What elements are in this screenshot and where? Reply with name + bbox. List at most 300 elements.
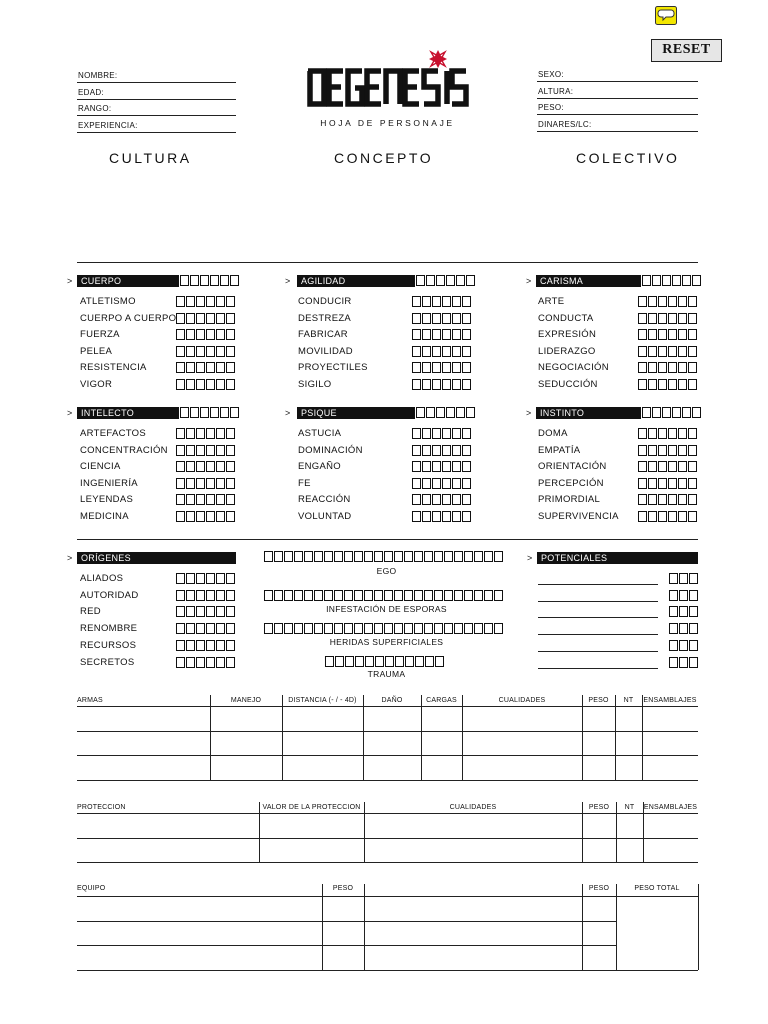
dot-box[interactable]: [688, 329, 697, 340]
dot-box[interactable]: [354, 551, 363, 562]
dot-box[interactable]: [216, 296, 225, 307]
dot-box[interactable]: [494, 551, 503, 562]
dot-box[interactable]: [186, 573, 195, 584]
dot-box[interactable]: [186, 657, 195, 668]
dot-box[interactable]: [176, 445, 185, 456]
dot-box[interactable]: [638, 296, 647, 307]
dot-box[interactable]: [206, 428, 215, 439]
dot-box[interactable]: [412, 313, 421, 324]
dot-box[interactable]: [186, 329, 195, 340]
dot-box[interactable]: [186, 461, 195, 472]
dot-box[interactable]: [364, 590, 373, 601]
dot-box[interactable]: [416, 275, 425, 286]
dot-box[interactable]: [422, 296, 431, 307]
dot-box[interactable]: [456, 275, 465, 286]
dot-box[interactable]: [669, 573, 678, 584]
dot-box[interactable]: [452, 329, 461, 340]
dot-box[interactable]: [216, 478, 225, 489]
dot-box[interactable]: [462, 511, 471, 522]
dot-box[interactable]: [442, 494, 451, 505]
dot-box[interactable]: [689, 606, 698, 617]
dot-box[interactable]: [432, 379, 441, 390]
dot-box[interactable]: [648, 379, 657, 390]
dot-box[interactable]: [422, 428, 431, 439]
dot-box[interactable]: [210, 275, 219, 286]
dot-box[interactable]: [384, 590, 393, 601]
dot-box[interactable]: [432, 329, 441, 340]
dot-box[interactable]: [186, 590, 195, 601]
dot-box[interactable]: [206, 640, 215, 651]
dot-box[interactable]: [474, 590, 483, 601]
dot-box[interactable]: [432, 478, 441, 489]
dot-box[interactable]: [216, 346, 225, 357]
dot-box[interactable]: [196, 296, 205, 307]
dot-box[interactable]: [344, 551, 353, 562]
dot-box[interactable]: [668, 478, 677, 489]
dot-box[interactable]: [462, 445, 471, 456]
dot-box[interactable]: [678, 461, 687, 472]
dot-box[interactable]: [424, 623, 433, 634]
dot-box[interactable]: [226, 379, 235, 390]
dot-box[interactable]: [294, 590, 303, 601]
dot-box[interactable]: [412, 296, 421, 307]
potential-field[interactable]: [538, 651, 658, 652]
dot-box[interactable]: [689, 573, 698, 584]
dot-box[interactable]: [444, 551, 453, 562]
dot-box[interactable]: [682, 407, 691, 418]
dot-box[interactable]: [648, 461, 657, 472]
dot-box[interactable]: [434, 623, 443, 634]
dot-box[interactable]: [638, 494, 647, 505]
dot-box[interactable]: [669, 590, 678, 601]
dot-box[interactable]: [216, 657, 225, 668]
dot-box[interactable]: [196, 590, 205, 601]
dot-box[interactable]: [365, 656, 374, 667]
dot-box[interactable]: [456, 407, 465, 418]
dot-box[interactable]: [688, 346, 697, 357]
dot-box[interactable]: [176, 362, 185, 373]
potential-field[interactable]: [538, 617, 658, 618]
dot-box[interactable]: [692, 407, 701, 418]
dot-box[interactable]: [442, 428, 451, 439]
dot-box[interactable]: [452, 445, 461, 456]
dot-box[interactable]: [176, 494, 185, 505]
dot-box[interactable]: [196, 511, 205, 522]
dot-box[interactable]: [220, 275, 229, 286]
dot-box[interactable]: [206, 296, 215, 307]
dot-box[interactable]: [474, 551, 483, 562]
dot-box[interactable]: [216, 590, 225, 601]
dot-box[interactable]: [394, 623, 403, 634]
dot-box[interactable]: [226, 445, 235, 456]
dot-box[interactable]: [689, 640, 698, 651]
dot-box[interactable]: [678, 329, 687, 340]
dot-box[interactable]: [186, 313, 195, 324]
dot-box[interactable]: [436, 407, 445, 418]
dot-box[interactable]: [226, 640, 235, 651]
dot-box[interactable]: [304, 590, 313, 601]
dot-box[interactable]: [442, 329, 451, 340]
dot-box[interactable]: [422, 329, 431, 340]
dot-box[interactable]: [206, 461, 215, 472]
dot-box[interactable]: [384, 623, 393, 634]
dot-box[interactable]: [678, 346, 687, 357]
dot-box[interactable]: [176, 623, 185, 634]
dot-box[interactable]: [414, 623, 423, 634]
dot-box[interactable]: [354, 623, 363, 634]
dot-box[interactable]: [464, 590, 473, 601]
dot-box[interactable]: [176, 590, 185, 601]
age-field[interactable]: [77, 85, 236, 100]
dot-box[interactable]: [432, 428, 441, 439]
potential-field[interactable]: [538, 668, 658, 669]
dot-box[interactable]: [432, 346, 441, 357]
dot-box[interactable]: [374, 623, 383, 634]
dot-box[interactable]: [668, 461, 677, 472]
dot-box[interactable]: [200, 275, 209, 286]
dot-box[interactable]: [325, 656, 334, 667]
dot-box[interactable]: [678, 313, 687, 324]
dot-box[interactable]: [662, 275, 671, 286]
dot-box[interactable]: [452, 313, 461, 324]
dot-box[interactable]: [404, 590, 413, 601]
dot-box[interactable]: [454, 623, 463, 634]
dot-box[interactable]: [442, 445, 451, 456]
dot-box[interactable]: [464, 551, 473, 562]
potential-field[interactable]: [538, 584, 658, 585]
dot-box[interactable]: [395, 656, 404, 667]
dot-box[interactable]: [452, 379, 461, 390]
dot-box[interactable]: [226, 428, 235, 439]
dot-box[interactable]: [679, 623, 688, 634]
dot-box[interactable]: [196, 346, 205, 357]
dot-box[interactable]: [452, 362, 461, 373]
dot-box[interactable]: [688, 362, 697, 373]
dot-box[interactable]: [462, 494, 471, 505]
dot-box[interactable]: [462, 362, 471, 373]
dot-box[interactable]: [452, 346, 461, 357]
dinares-field[interactable]: [537, 117, 698, 132]
dot-box[interactable]: [648, 494, 657, 505]
dot-box[interactable]: [672, 407, 681, 418]
dot-box[interactable]: [424, 551, 433, 562]
dot-box[interactable]: [692, 275, 701, 286]
dot-box[interactable]: [176, 461, 185, 472]
dot-box[interactable]: [324, 551, 333, 562]
dot-box[interactable]: [435, 656, 444, 667]
dot-box[interactable]: [662, 407, 671, 418]
dot-box[interactable]: [679, 573, 688, 584]
dot-box[interactable]: [216, 511, 225, 522]
dot-box[interactable]: [364, 623, 373, 634]
dot-box[interactable]: [688, 478, 697, 489]
dot-box[interactable]: [176, 346, 185, 357]
dot-box[interactable]: [226, 346, 235, 357]
dot-box[interactable]: [688, 494, 697, 505]
dot-box[interactable]: [648, 428, 657, 439]
dot-box[interactable]: [412, 428, 421, 439]
dot-box[interactable]: [405, 656, 414, 667]
dot-box[interactable]: [442, 478, 451, 489]
dot-box[interactable]: [678, 379, 687, 390]
dot-box[interactable]: [432, 296, 441, 307]
dot-box[interactable]: [414, 551, 423, 562]
dot-box[interactable]: [648, 362, 657, 373]
dot-box[interactable]: [412, 494, 421, 505]
dot-box[interactable]: [416, 407, 425, 418]
dot-box[interactable]: [196, 573, 205, 584]
dot-box[interactable]: [196, 657, 205, 668]
dot-box[interactable]: [669, 640, 678, 651]
dot-box[interactable]: [464, 623, 473, 634]
dot-box[interactable]: [658, 329, 667, 340]
dot-box[interactable]: [186, 428, 195, 439]
dot-box[interactable]: [668, 362, 677, 373]
dot-box[interactable]: [314, 551, 323, 562]
dot-box[interactable]: [668, 329, 677, 340]
dot-box[interactable]: [658, 313, 667, 324]
dot-box[interactable]: [668, 445, 677, 456]
dot-box[interactable]: [444, 623, 453, 634]
dot-box[interactable]: [384, 551, 393, 562]
dot-box[interactable]: [432, 313, 441, 324]
dot-box[interactable]: [432, 461, 441, 472]
dot-box[interactable]: [220, 407, 229, 418]
dot-box[interactable]: [422, 346, 431, 357]
dot-box[interactable]: [494, 623, 503, 634]
dot-box[interactable]: [658, 346, 667, 357]
dot-box[interactable]: [206, 313, 215, 324]
dot-box[interactable]: [196, 623, 205, 634]
dot-box[interactable]: [679, 606, 688, 617]
dot-box[interactable]: [658, 379, 667, 390]
dot-box[interactable]: [274, 590, 283, 601]
dot-box[interactable]: [206, 362, 215, 373]
dot-box[interactable]: [216, 329, 225, 340]
dot-box[interactable]: [375, 656, 384, 667]
dot-box[interactable]: [658, 494, 667, 505]
dot-box[interactable]: [206, 329, 215, 340]
dot-box[interactable]: [374, 551, 383, 562]
dot-box[interactable]: [648, 313, 657, 324]
dot-box[interactable]: [284, 551, 293, 562]
dot-box[interactable]: [658, 362, 667, 373]
dot-box[interactable]: [412, 329, 421, 340]
dot-box[interactable]: [678, 296, 687, 307]
dot-box[interactable]: [638, 346, 647, 357]
dot-box[interactable]: [176, 313, 185, 324]
dot-box[interactable]: [216, 573, 225, 584]
dot-box[interactable]: [466, 275, 475, 286]
dot-box[interactable]: [658, 478, 667, 489]
dot-box[interactable]: [432, 362, 441, 373]
dot-box[interactable]: [422, 511, 431, 522]
dot-box[interactable]: [452, 494, 461, 505]
dot-box[interactable]: [186, 346, 195, 357]
dot-box[interactable]: [186, 296, 195, 307]
dot-box[interactable]: [678, 428, 687, 439]
dot-box[interactable]: [679, 590, 688, 601]
dot-box[interactable]: [226, 623, 235, 634]
dot-box[interactable]: [688, 428, 697, 439]
dot-box[interactable]: [452, 428, 461, 439]
dot-box[interactable]: [334, 590, 343, 601]
dot-box[interactable]: [638, 511, 647, 522]
dot-box[interactable]: [206, 623, 215, 634]
dot-box[interactable]: [345, 656, 354, 667]
dot-box[interactable]: [394, 551, 403, 562]
dot-box[interactable]: [216, 623, 225, 634]
dot-box[interactable]: [658, 428, 667, 439]
dot-box[interactable]: [186, 445, 195, 456]
dot-box[interactable]: [404, 551, 413, 562]
dot-box[interactable]: [462, 478, 471, 489]
dot-box[interactable]: [264, 590, 273, 601]
dot-box[interactable]: [679, 640, 688, 651]
potential-field[interactable]: [538, 634, 658, 635]
dot-box[interactable]: [442, 461, 451, 472]
dot-box[interactable]: [190, 407, 199, 418]
dot-box[interactable]: [226, 606, 235, 617]
dot-box[interactable]: [484, 590, 493, 601]
dot-box[interactable]: [658, 461, 667, 472]
dot-box[interactable]: [689, 623, 698, 634]
dot-box[interactable]: [658, 445, 667, 456]
dot-box[interactable]: [638, 362, 647, 373]
dot-box[interactable]: [668, 346, 677, 357]
dot-box[interactable]: [414, 590, 423, 601]
dot-box[interactable]: [186, 494, 195, 505]
dot-box[interactable]: [462, 313, 471, 324]
dot-box[interactable]: [314, 590, 323, 601]
dot-box[interactable]: [446, 407, 455, 418]
dot-box[interactable]: [452, 478, 461, 489]
dot-box[interactable]: [196, 362, 205, 373]
dot-box[interactable]: [206, 511, 215, 522]
dot-box[interactable]: [442, 362, 451, 373]
dot-box[interactable]: [216, 461, 225, 472]
dot-box[interactable]: [426, 407, 435, 418]
dot-box[interactable]: [226, 494, 235, 505]
reset-button[interactable]: RESET: [651, 39, 722, 62]
dot-box[interactable]: [688, 296, 697, 307]
dot-box[interactable]: [432, 511, 441, 522]
dot-box[interactable]: [180, 407, 189, 418]
dot-box[interactable]: [432, 445, 441, 456]
dot-box[interactable]: [226, 296, 235, 307]
dot-box[interactable]: [446, 275, 455, 286]
dot-box[interactable]: [412, 511, 421, 522]
dot-box[interactable]: [226, 573, 235, 584]
dot-box[interactable]: [176, 296, 185, 307]
dot-box[interactable]: [642, 407, 651, 418]
dot-box[interactable]: [648, 346, 657, 357]
dot-box[interactable]: [668, 511, 677, 522]
dot-box[interactable]: [648, 329, 657, 340]
dot-box[interactable]: [442, 379, 451, 390]
dot-box[interactable]: [206, 379, 215, 390]
dot-box[interactable]: [226, 590, 235, 601]
sex-field[interactable]: [537, 67, 698, 82]
dot-box[interactable]: [196, 428, 205, 439]
dot-box[interactable]: [176, 657, 185, 668]
dot-box[interactable]: [196, 379, 205, 390]
dot-box[interactable]: [648, 445, 657, 456]
dot-box[interactable]: [206, 346, 215, 357]
dot-box[interactable]: [335, 656, 344, 667]
dot-box[interactable]: [668, 313, 677, 324]
dot-box[interactable]: [658, 511, 667, 522]
dot-box[interactable]: [648, 511, 657, 522]
dot-box[interactable]: [682, 275, 691, 286]
dot-box[interactable]: [412, 362, 421, 373]
dot-box[interactable]: [186, 623, 195, 634]
dot-box[interactable]: [216, 428, 225, 439]
dot-box[interactable]: [200, 407, 209, 418]
dot-box[interactable]: [176, 573, 185, 584]
dot-box[interactable]: [216, 494, 225, 505]
dot-box[interactable]: [452, 511, 461, 522]
dot-box[interactable]: [484, 623, 493, 634]
dot-box[interactable]: [452, 461, 461, 472]
dot-box[interactable]: [412, 478, 421, 489]
dot-box[interactable]: [444, 590, 453, 601]
dot-box[interactable]: [689, 590, 698, 601]
dot-box[interactable]: [688, 313, 697, 324]
dot-box[interactable]: [196, 313, 205, 324]
dot-box[interactable]: [638, 461, 647, 472]
dot-box[interactable]: [226, 362, 235, 373]
dot-box[interactable]: [422, 313, 431, 324]
dot-box[interactable]: [176, 329, 185, 340]
dot-box[interactable]: [638, 313, 647, 324]
dot-box[interactable]: [176, 640, 185, 651]
dot-box[interactable]: [688, 379, 697, 390]
potential-field[interactable]: [538, 601, 658, 602]
dot-box[interactable]: [678, 494, 687, 505]
dot-box[interactable]: [216, 445, 225, 456]
dot-box[interactable]: [284, 623, 293, 634]
dot-box[interactable]: [344, 623, 353, 634]
dot-box[interactable]: [648, 296, 657, 307]
dot-box[interactable]: [668, 379, 677, 390]
height-field[interactable]: [537, 84, 698, 99]
dot-box[interactable]: [206, 573, 215, 584]
background-text-area[interactable]: [77, 172, 698, 260]
dot-box[interactable]: [394, 590, 403, 601]
weight-field[interactable]: [537, 100, 698, 115]
dot-box[interactable]: [678, 362, 687, 373]
dot-box[interactable]: [186, 606, 195, 617]
dot-box[interactable]: [638, 379, 647, 390]
dot-box[interactable]: [196, 606, 205, 617]
dot-box[interactable]: [186, 640, 195, 651]
dot-box[interactable]: [230, 275, 239, 286]
dot-box[interactable]: [216, 379, 225, 390]
dot-box[interactable]: [432, 494, 441, 505]
dot-box[interactable]: [180, 275, 189, 286]
dot-box[interactable]: [442, 511, 451, 522]
dot-box[interactable]: [688, 511, 697, 522]
dot-box[interactable]: [434, 590, 443, 601]
dot-box[interactable]: [652, 407, 661, 418]
dot-box[interactable]: [186, 379, 195, 390]
dot-box[interactable]: [669, 606, 678, 617]
dot-box[interactable]: [186, 478, 195, 489]
dot-box[interactable]: [452, 296, 461, 307]
dot-box[interactable]: [412, 346, 421, 357]
dot-box[interactable]: [206, 590, 215, 601]
